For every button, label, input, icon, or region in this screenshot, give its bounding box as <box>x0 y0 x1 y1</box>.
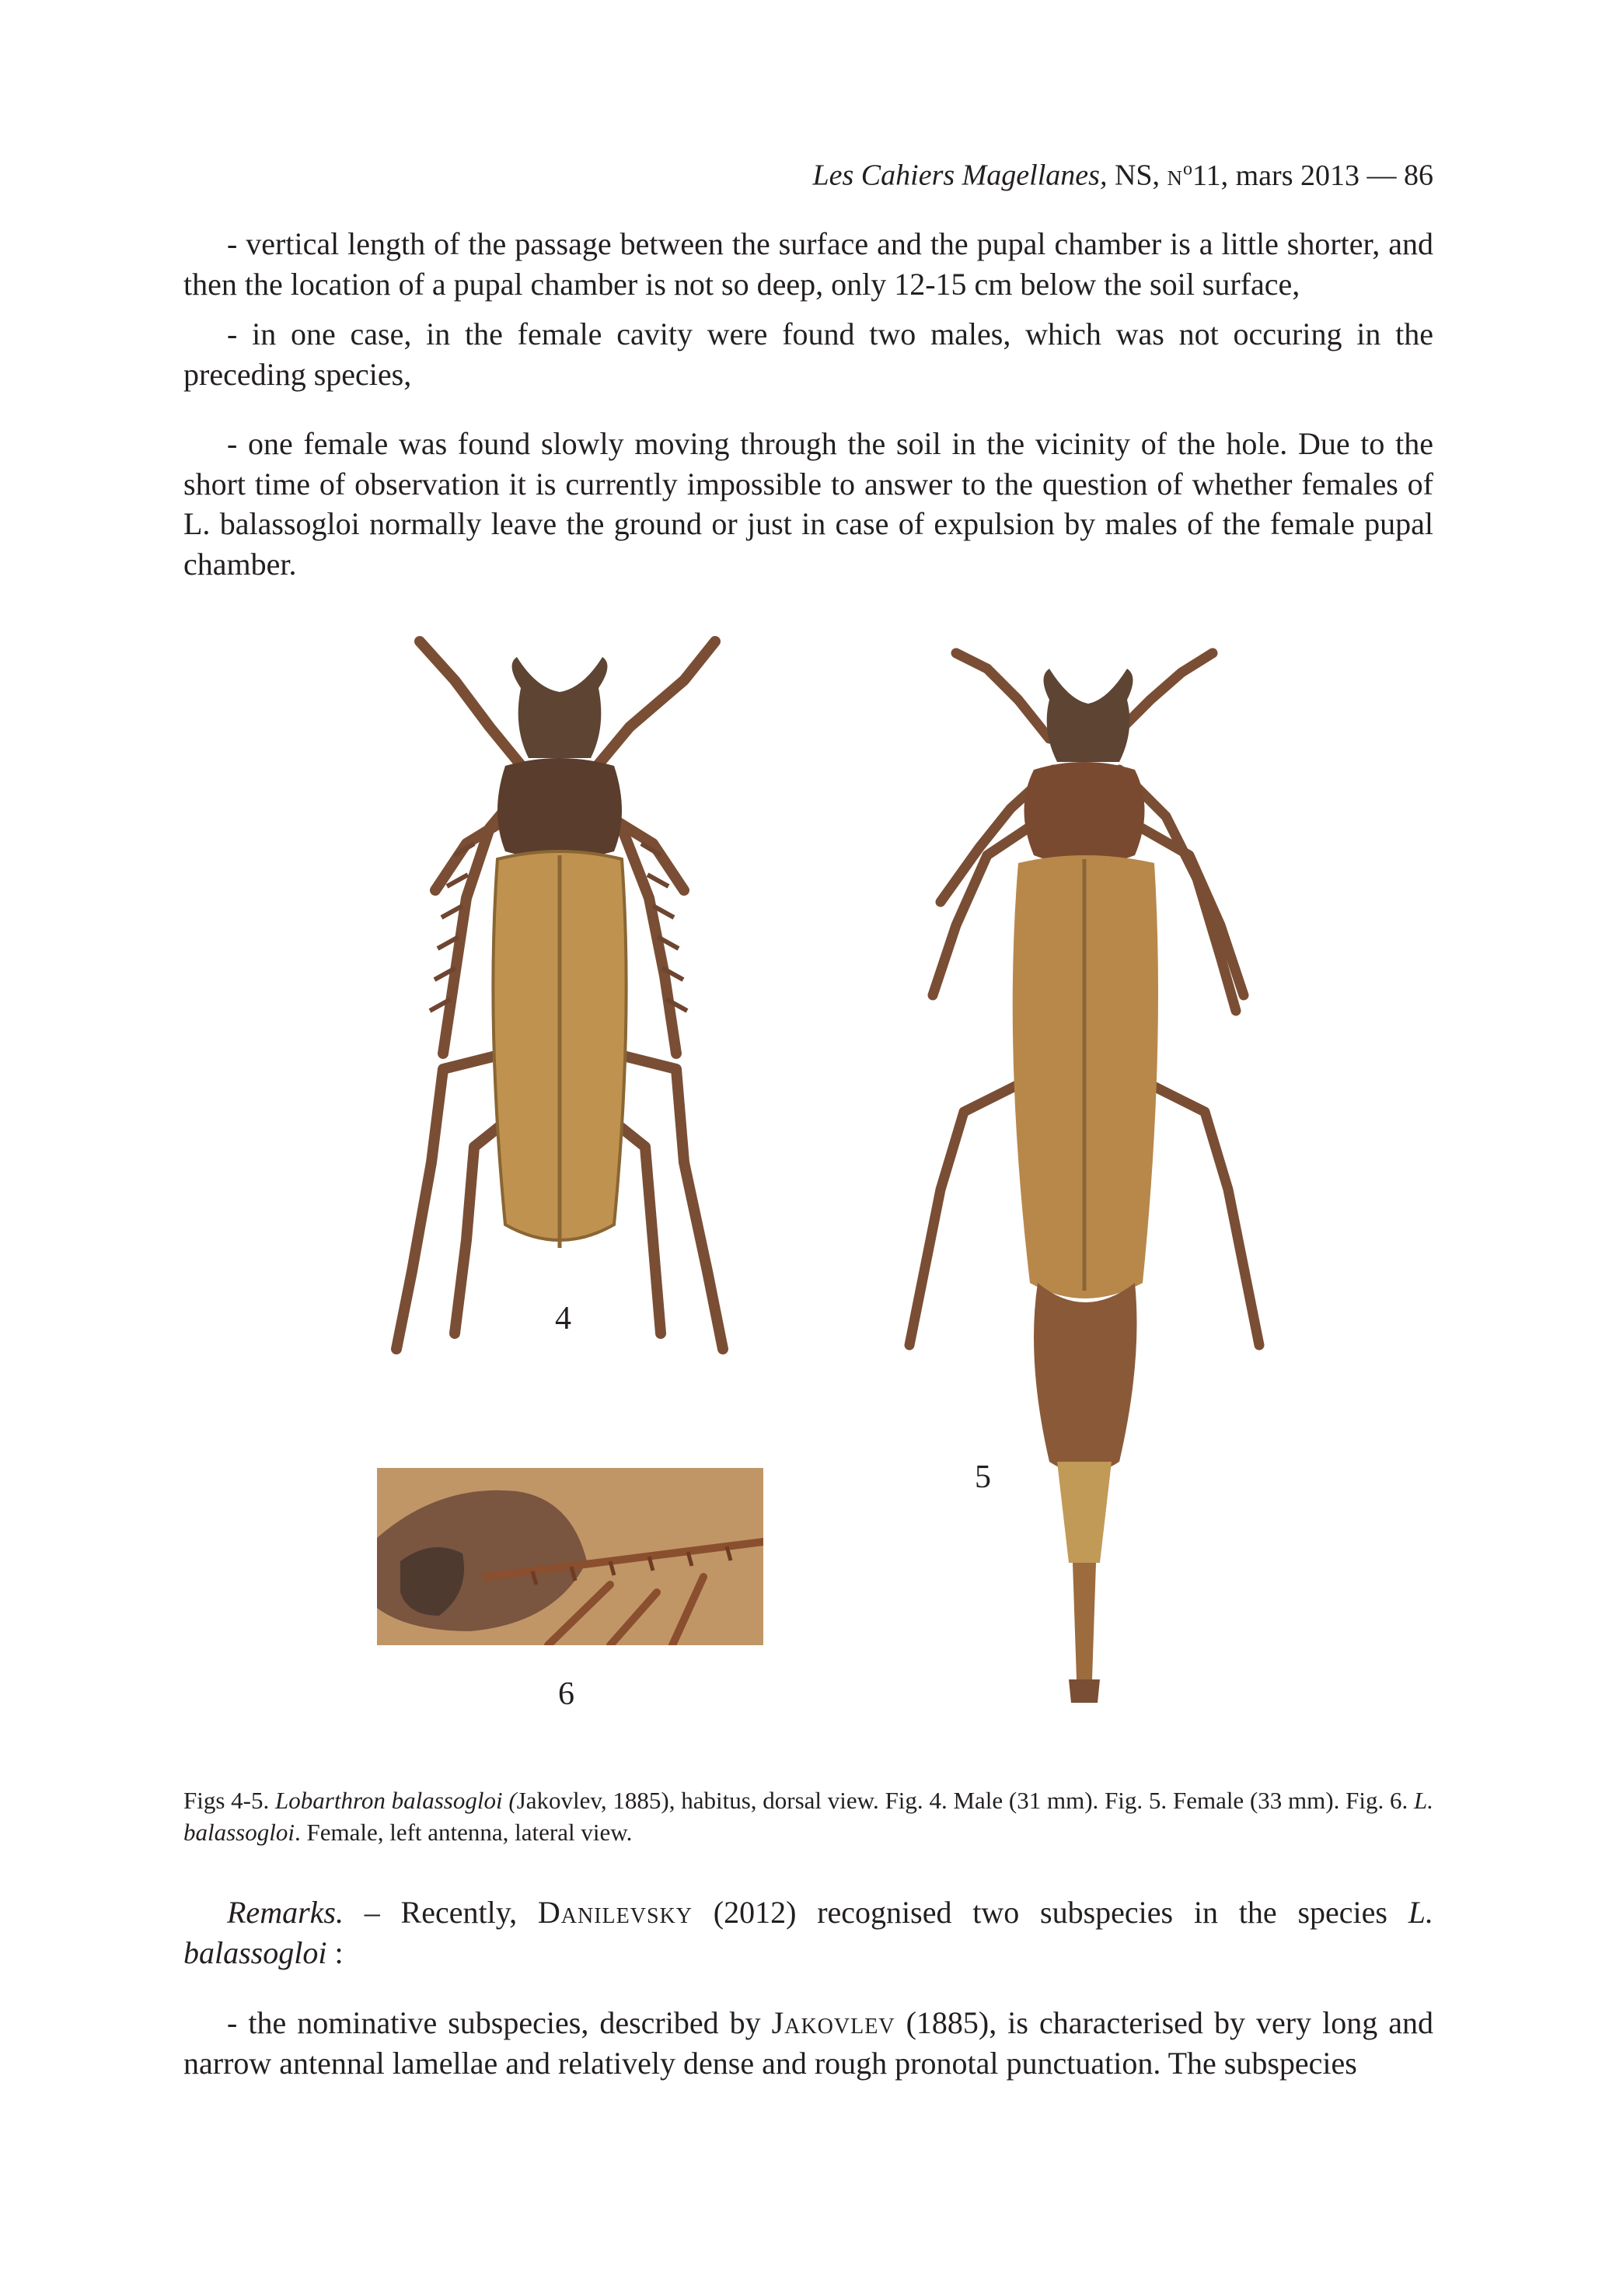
figure-6-antenna-lateral-photo <box>377 1468 763 1645</box>
paragraph-1: - vertical length of the passage between the surface and the pupal chamber is a little shorter, and then the location of a pupal chamber is not so deep, only 12-15 cm below the soil surface, <box>183 226 1433 302</box>
running-header <box>813 150 1433 194</box>
figure-5-label: 5 <box>975 1459 991 1495</box>
remarks-label: Remarks. <box>227 1895 344 1930</box>
figure-caption: Figs 4-5. Lobarthron balassogloi (Jakovlev, 1885), habitus, dorsal view. Fig. 4. Male (31 mm). Fig. 5. Female (33 mm). Fig. 6. L. balassogloi. Female, left antenna, lateral view. <box>183 1787 1433 1846</box>
nominative-subspecies-paragraph: - the nominative subspecies, described by Jakovlev (1885), is characterised by very long and narrow antennal lamellae and relatively dense and rough pronotal punctuation. The subspecies <box>183 2005 1433 2081</box>
journal-series: NS, <box>1114 159 1161 192</box>
paragraph-2: - in one case, in the female cavity were found two males, which was not occuring in the preceding species, <box>183 316 1433 392</box>
page-number: 86 <box>1404 159 1433 192</box>
remarks-paragraph: Remarks. – Recently, Danilevsky (2012) recognised two subspecies in the species L. balassogloi : <box>183 1895 1433 1970</box>
journal-title: Les Cahiers Magellanes, <box>812 159 1108 192</box>
figure-4-male-beetle-photo <box>381 634 738 1380</box>
journal-issue: $n^o11$, mars 2013 <box>1167 159 1359 192</box>
figure-5-female-beetle-photo <box>894 645 1283 1718</box>
figure-4-label: 4 <box>555 1301 571 1337</box>
header-dash: — <box>1366 159 1397 192</box>
figure-6-label: 6 <box>558 1676 574 1712</box>
author-jakovlev: Jakovlev <box>771 2005 895 2040</box>
author-danilevsky: Danilevsky <box>537 1895 693 1930</box>
paragraph-3: - one female was found slowly moving through the soil in the vicinity of the hole. Due to the short time of observation it is currently impossible to answer to the question of whether females of L. balassogloi normally leave the ground or just in case of expulsion by males of the female pupal chamber. <box>183 426 1433 582</box>
